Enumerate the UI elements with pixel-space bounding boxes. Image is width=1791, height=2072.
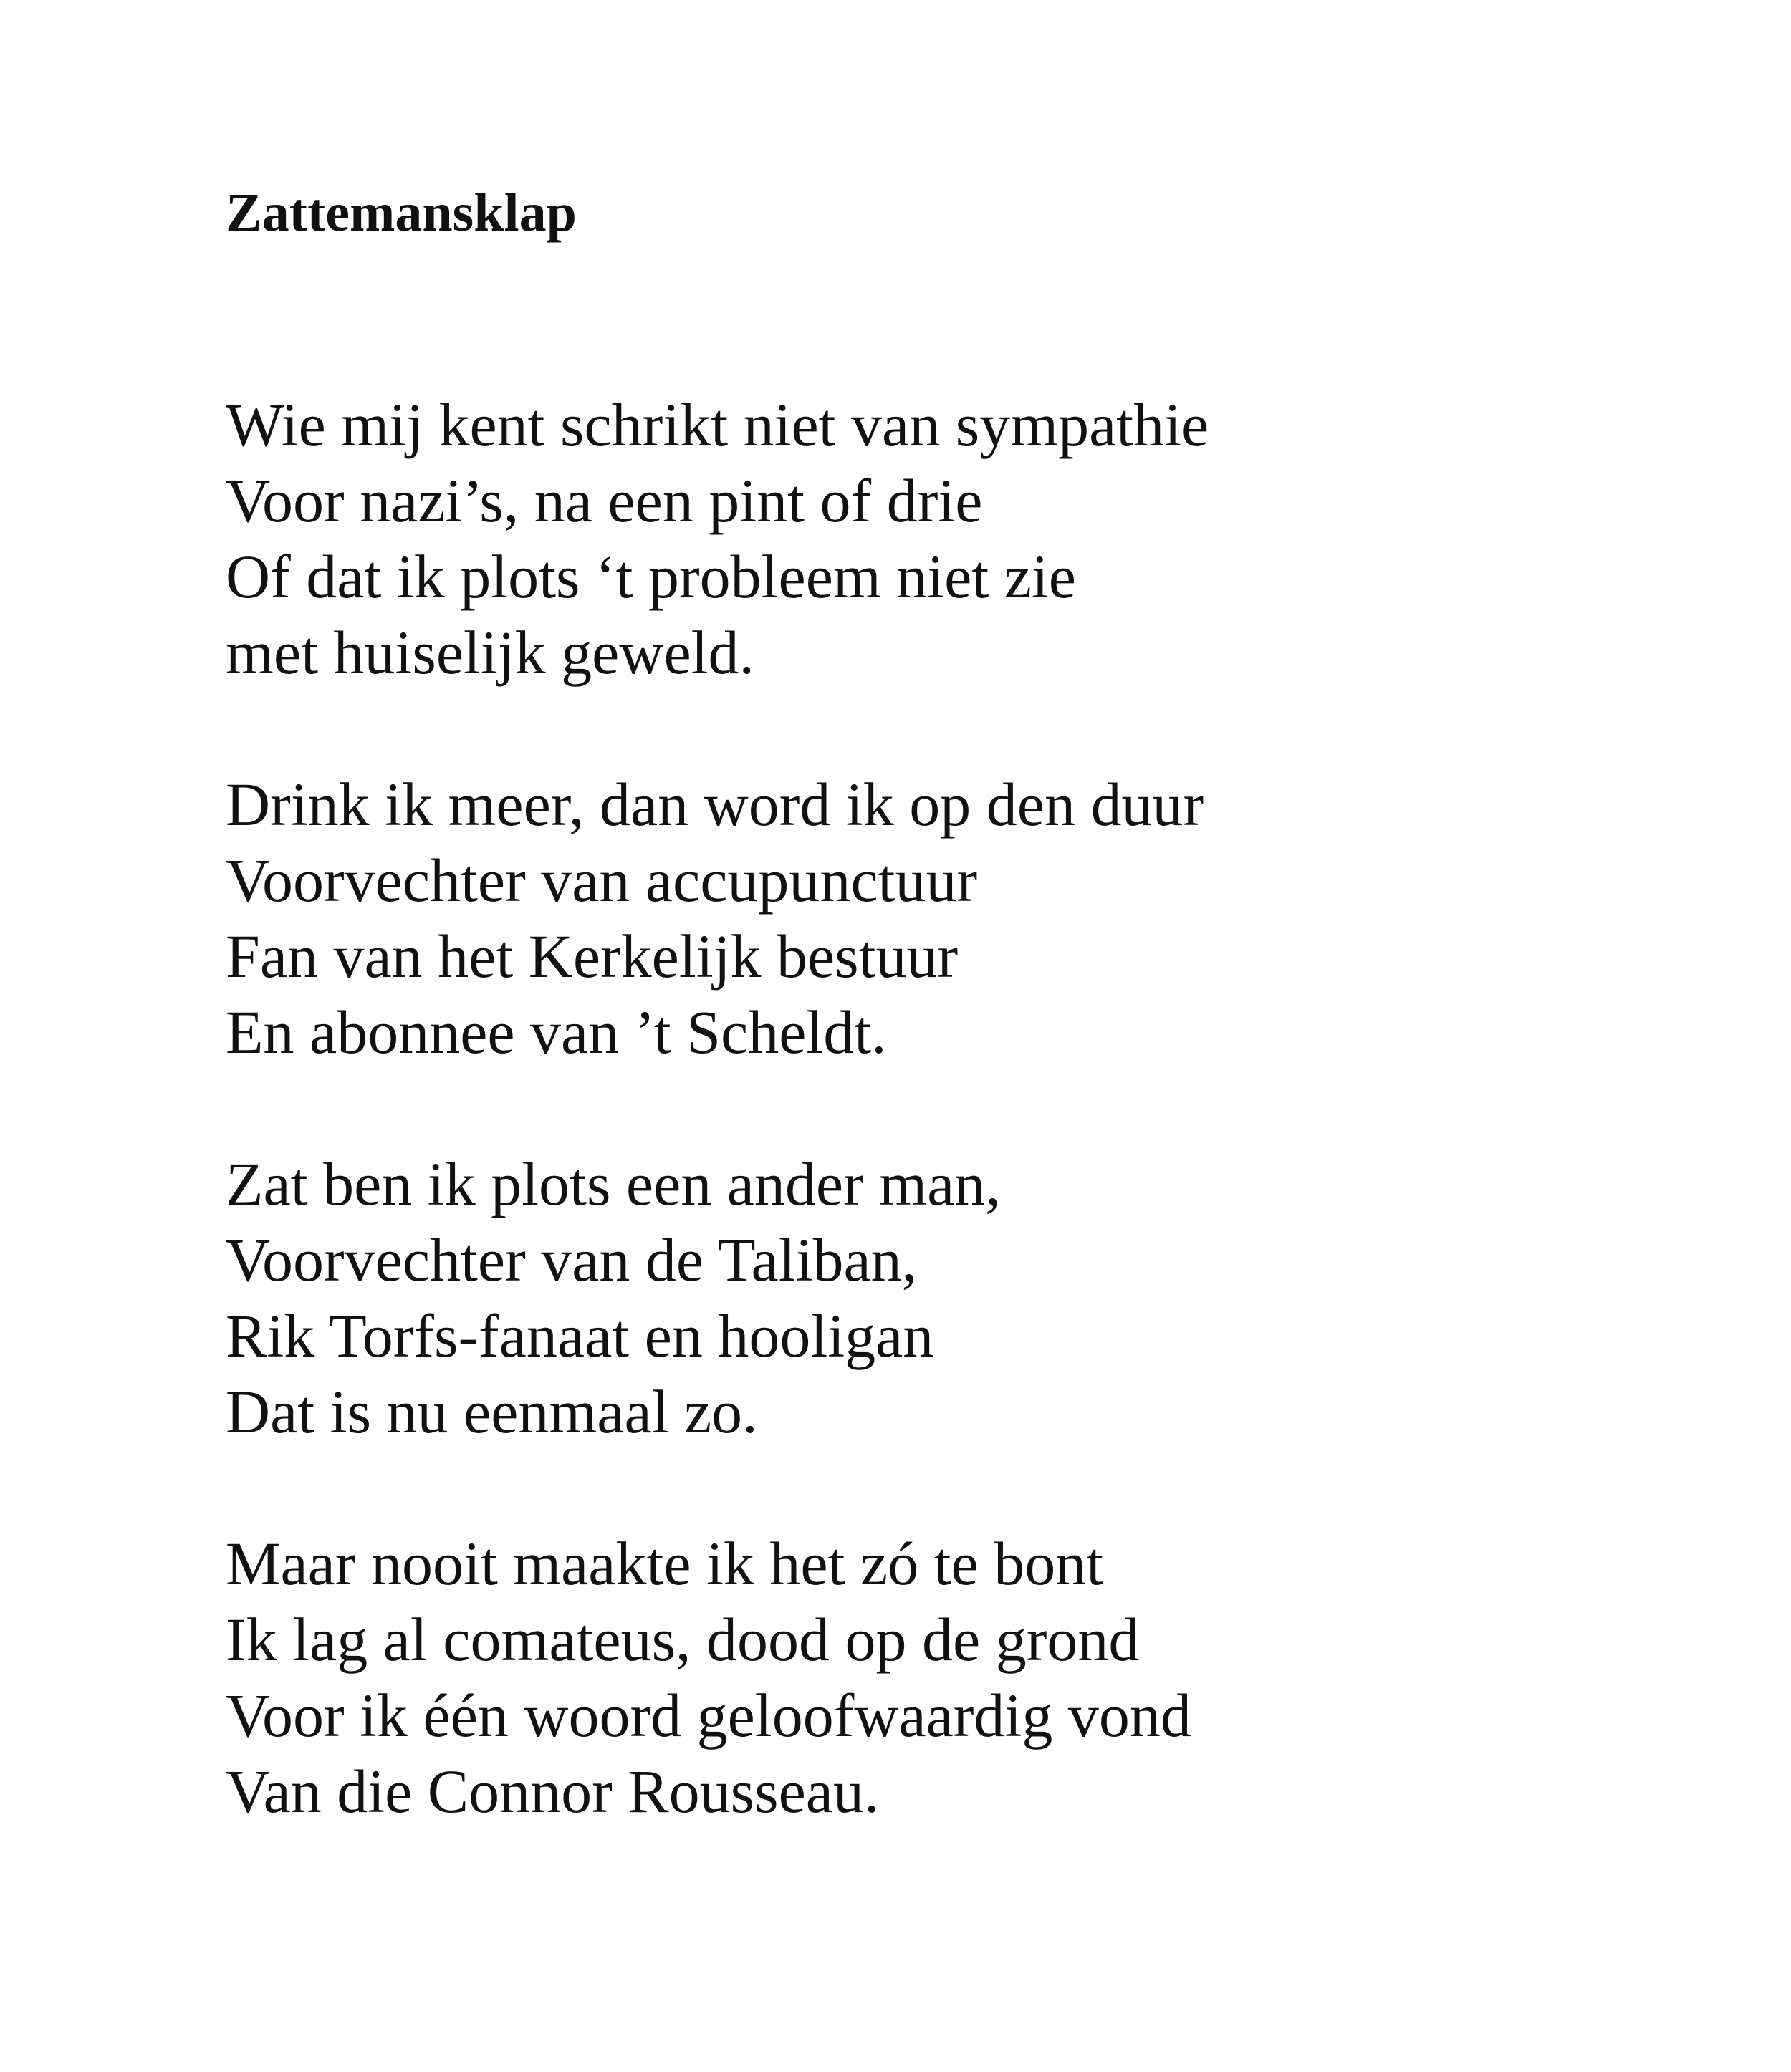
poem-line: Voor ik één woord geloofwaardig vond (226, 1681, 1191, 1750)
poem-title: Zattemansklap (226, 183, 577, 243)
poem-line: En abonnee van ’t Scheldt. (226, 998, 887, 1066)
poem-line: Zat ben ik plots een ander man, (226, 1150, 1001, 1218)
poem-line: Van die Connor Rousseau. (226, 1757, 880, 1826)
stanza-4 (226, 1526, 1191, 1829)
poem-line: Voorvechter van accupunctuur (226, 846, 978, 915)
poem-line: Of dat ik plots ‘t probleem niet zie (226, 542, 1076, 611)
stanza-2 (226, 766, 1204, 1070)
poem-line: Voorvechter van de Taliban, (226, 1225, 918, 1294)
stanza-1 (226, 387, 1209, 690)
poem-line: Maar nooit maakte ik het zó te bont (226, 1529, 1104, 1598)
poem-line: Drink ik meer, dan word ik op den duur (226, 770, 1204, 839)
poem-line: Rik Torfs-fanaat en hooligan (226, 1301, 934, 1370)
poem-line: met huiselijk geweld. (226, 618, 755, 687)
poem-line: Ik lag al comateus, dood op de grond (226, 1605, 1140, 1674)
poem-line: Voor nazi’s, na een pint of drie (226, 466, 983, 535)
poem-line: Dat is nu eenmaal zo. (226, 1377, 758, 1446)
stanza-3 (226, 1146, 1001, 1450)
poem-line: Wie mij kent schrikt niet van sympathie (226, 390, 1209, 459)
poem-line: Fan van het Kerkelijk bestuur (226, 922, 959, 991)
